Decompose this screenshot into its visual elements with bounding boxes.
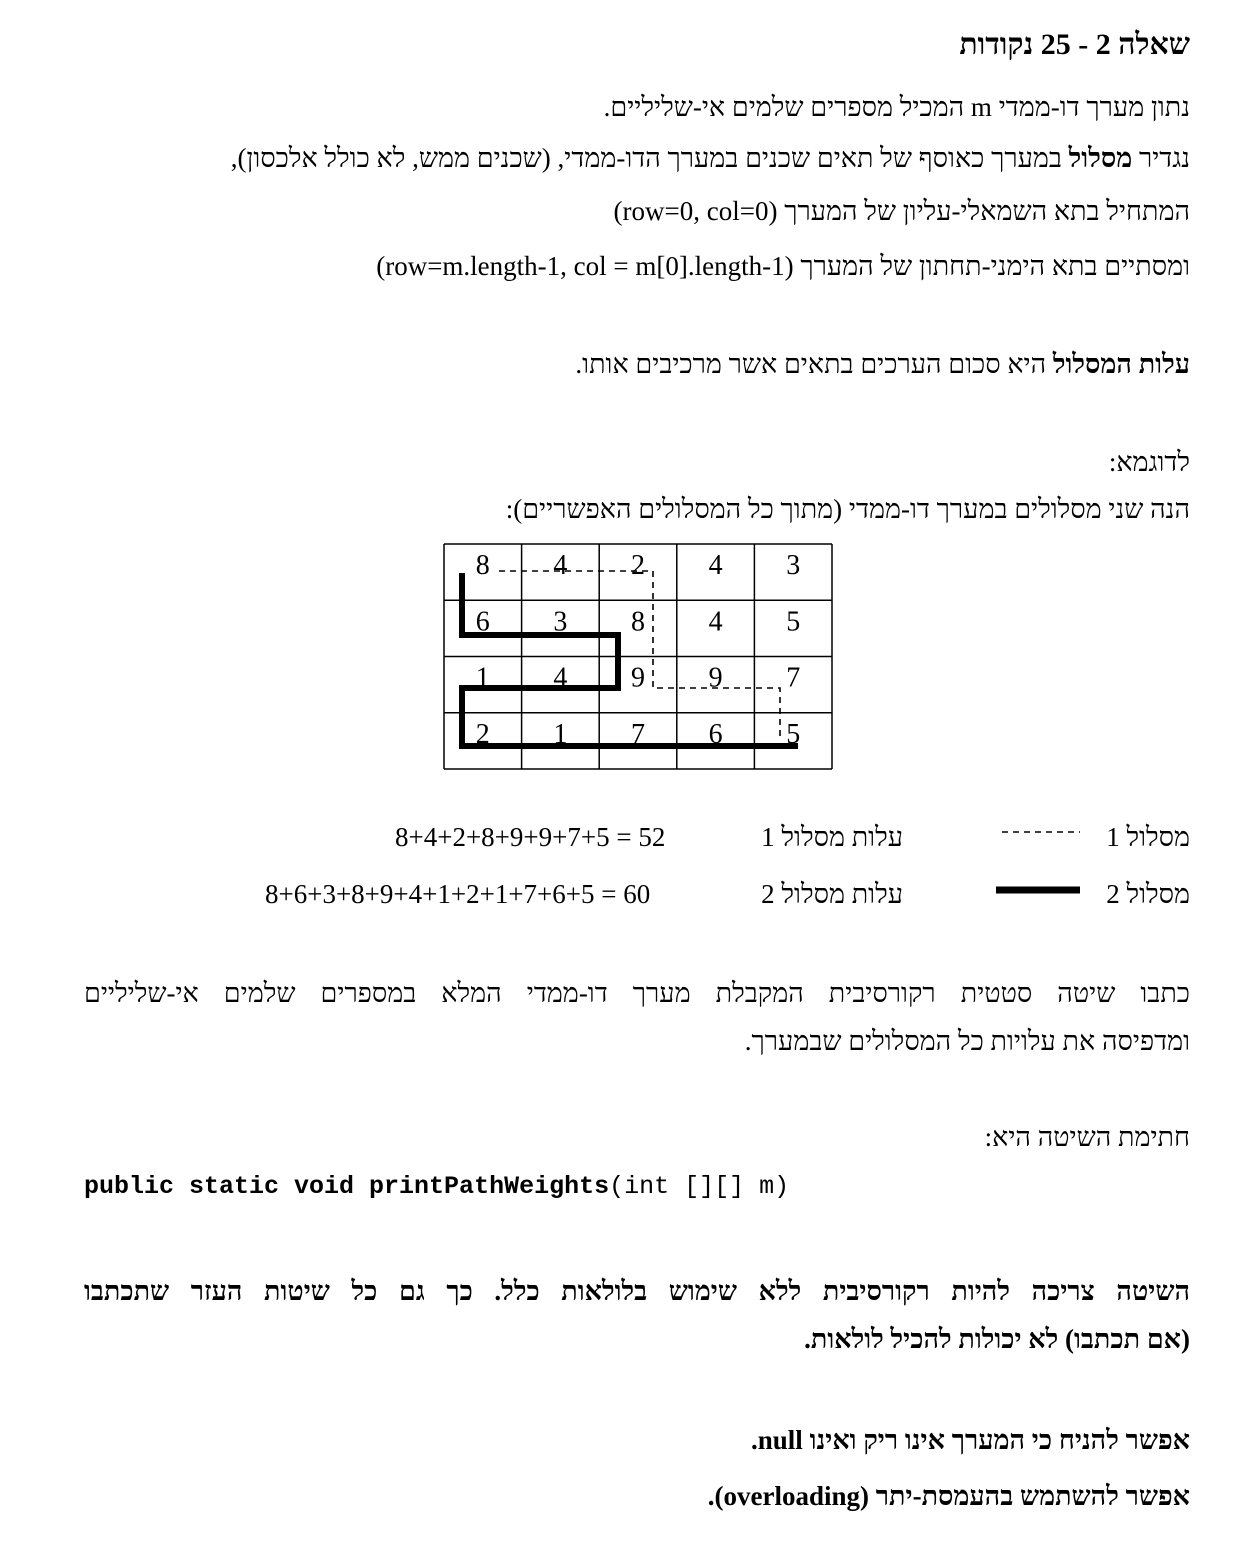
rule-line-3: אפשר להניח כי המערך אינו ריק ואינו null. (751, 1425, 1190, 1455)
grid-cell-value: 7 (786, 662, 801, 694)
grid-cell-value: 2 (475, 718, 490, 750)
legend-path-1-label: מסלול 1 (1106, 822, 1190, 852)
grid-cell-value: 4 (553, 550, 568, 581)
rule-line-1: השיטה צריכה להיות רקורסיבית ללא שימוש בלולאות כלל. כך גם כל שיטות העזר שתכתבו (84, 1276, 1190, 1306)
grid-cell-value: 3 (553, 606, 568, 638)
path-term: מסלול (1068, 143, 1133, 173)
legend-path-1-swatch (1000, 826, 1082, 838)
intro-line-2-rest: במערך כאוסף של תאים שכנים במערך הדו-ממדי, (שכנים ממש, לא כולל אלכסון), (230, 143, 1069, 173)
intro-line-2-prefix: נגדיר (1132, 143, 1190, 173)
grid-cell-value: 8 (631, 606, 645, 638)
task-line-1: כתבו שיטה סטטית רקורסיבית המקבלת מערך דו-ממדי המלא במספרים שלמים אי-שליליים (84, 978, 1190, 1008)
cost-definition-rest: היא סכום הערכים בתאים אשר מרכיבים אותו. (575, 349, 1053, 379)
cost-term: עלות המסלול (1052, 349, 1190, 379)
rule-line-4: אפשר להשתמש בהעמסת-יתר (overloading). (707, 1481, 1190, 1511)
grid-cell-value: 6 (708, 718, 723, 750)
cost-definition (575, 347, 1190, 381)
grid-cell-value: 9 (708, 662, 723, 694)
legend-path-2-sum: 8+6+3+8+9+4+1+2+1+7+6+5 = 60 (265, 879, 651, 909)
grid-cell-value: 4 (708, 550, 723, 581)
intro-line-1: נתון מערך דו-ממדי m המכיל מספרים שלמים אי-שליליים. (603, 92, 1190, 122)
grid-cell-value: 2 (631, 550, 645, 581)
grid-cell-value: 6 (475, 606, 490, 638)
intro-line-4: ומסתיים בתא הימני-תחתון של המערך (row=m.length-1, col = m[0].length-1) (376, 251, 1190, 281)
path-2-line (462, 573, 801, 746)
grid-cell-value: 5 (786, 606, 801, 638)
legend-path-1-cost-label: עלות מסלול 1 (761, 822, 903, 852)
grid-cell-value: 8 (475, 550, 490, 581)
signature-label: חתימת השיטה היא: (984, 1122, 1190, 1152)
example-grid (443, 543, 833, 770)
grid-cell-value: 5 (786, 718, 801, 750)
signature-keywords: public static void printPathWeights (84, 1172, 610, 1201)
grid-cell-value: 4 (708, 606, 723, 638)
grid-cell-value: 1 (553, 718, 568, 750)
signature-args: (int [][] m) (609, 1172, 790, 1201)
grid-cell-value: 3 (786, 550, 801, 581)
intro-line-3: המתחיל בתא השמאלי-עליון של המערך (row=0, col=0) (613, 196, 1190, 226)
legend-path-2-cost-label: עלות מסלול 2 (761, 879, 903, 909)
grid-cell-value: 7 (631, 718, 645, 750)
task-line-2: ומדפיסה את עלויות כל המסלולים שבמערך. (744, 1026, 1190, 1056)
method-signature (84, 1170, 789, 1204)
example-label: לדוגמא: (1108, 447, 1190, 477)
grid-cell-value: 4 (553, 662, 568, 694)
question-title: שאלה 2 - 25 נקודות (959, 28, 1190, 61)
legend-path-2-swatch (996, 884, 1082, 896)
intro-line-2 (231, 141, 1190, 175)
legend-path-1-sum: 8+4+2+8+9+9+7+5 = 52 (395, 822, 666, 852)
grid-cell-value: 1 (475, 662, 490, 694)
rule-line-2: (אם תכתבו) לא יכולות להכיל לולאות. (804, 1324, 1190, 1354)
example-description: הנה שני מסלולים במערך דו-ממדי (מתוך כל המסלולים האפשריים): (505, 494, 1190, 524)
legend-path-2-label: מסלול 2 (1106, 879, 1190, 909)
grid-cell-value: 9 (631, 662, 645, 694)
